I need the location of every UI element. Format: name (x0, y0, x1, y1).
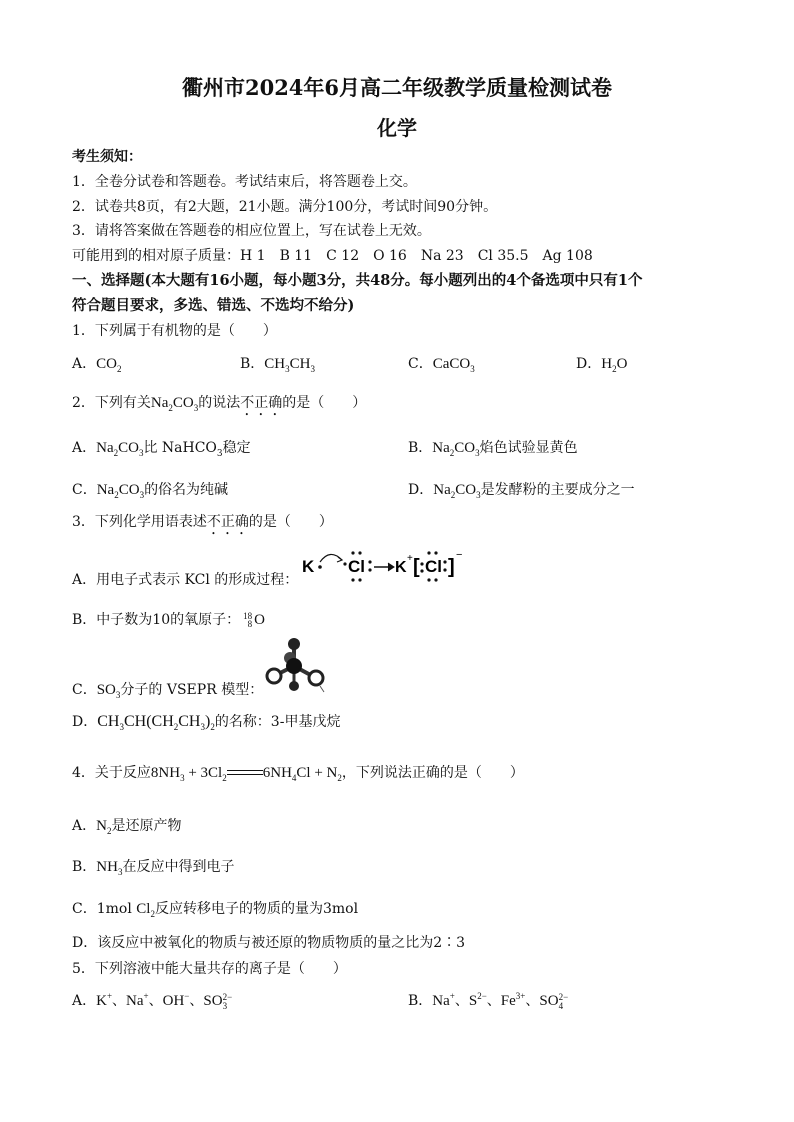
cl-ion-charge: − (456, 549, 463, 561)
right-bracket: ] (448, 556, 455, 578)
q4-option-d: D．该反应中被氧化的物质与被还原的物质物质的量之比为2∶3 (72, 935, 466, 951)
k-valence-electron (318, 565, 322, 569)
q2-option-a: A．$Na_2CO_3$比 NaHCO$_3$稳定 (72, 440, 251, 459)
kcl-electron-formation-diagram (296, 544, 472, 588)
q3-option-a: A．用电子式表示 KCl 的形成过程： (72, 572, 299, 588)
k-ion-charge: + (407, 553, 413, 564)
notice-heading: 考生须知： (72, 149, 142, 165)
so3-vsepr-model-image (260, 636, 332, 694)
cl-atom-symbol: Cl (348, 557, 365, 576)
exam-title: 衢州市2024年6月高二年级教学质量检测试卷 (181, 75, 613, 100)
q1-option-c: C．CaCO$_3$ (408, 356, 475, 374)
q2-option-c: C．$Na_2CO_3$的俗名为纯碱 (72, 482, 229, 500)
vsepr-atom-bottom (289, 681, 299, 691)
q1-option-a: A．$CO_2$ (72, 356, 122, 374)
vsepr-atom-right (309, 671, 323, 685)
vsepr-central-atom (286, 658, 302, 674)
q4-option-b: B．$NH_3$在反应中得到电子 (72, 859, 235, 877)
section-heading-line-1: 一、选择题(本大题有16小题，每小题3分，共48分。每小题列出的4个备选项中只有1个 (72, 272, 643, 289)
q3-option-c: C．$SO_3$分子的 VSEPR 模型： (72, 682, 264, 700)
q5-option-a: A．K+、Na+、OH−、SO 2− 3 (72, 991, 233, 1011)
vsepr-atom-left (267, 669, 281, 683)
q3-option-d: D．$CH_3CH(CH_2CH_3)_2$的名称：3-甲基戊烷 (72, 713, 341, 733)
section-heading-line-2: 符合题目要求，多选、错选、不选均不给分) (72, 297, 355, 314)
q1-option-d: D．$H_2O$ (576, 356, 628, 374)
q4-stem: 4．关于反应$8NH_3 + 3Cl_2$ $6NH_4Cl + N_2$，下列说法正确的是（ ） (72, 765, 524, 783)
atomic-masses: 可能用到的相对原子质量：H 1 B 11 C 12 O 16 Na 23 Cl 35.5 Ag 108 (72, 248, 593, 264)
q3-option-b: B．中子数为10的氧原子： 18 8 O (72, 611, 265, 629)
q4-option-c: C．1mol $Cl_2$反应转移电子的物质的量为3mol (72, 901, 359, 919)
q2-option-b: B．$Na_2CO_3$焰色试验显黄色 (408, 440, 578, 458)
q1-option-b: B．$CH_3CH_3$ (240, 356, 315, 374)
q3-stem: 3．下列化学用语表述不正确的是（ ） (72, 514, 333, 530)
left-bracket: [ (413, 556, 420, 578)
notice-item-3: 3．请将答案做在答题卷的相应位置上，写在试卷上无效。 (72, 223, 431, 239)
equilibrium-sign (227, 768, 263, 778)
q5-option-b: B．Na+、$S^{2-}$、$Fe^{3+}$、SO 2− 4 (408, 991, 569, 1011)
cl-ion-symbol: Cl (425, 557, 442, 576)
notice-item-2: 2．试卷共8页，有2大题，21小题。满分100分，考试时间90分钟。 (72, 199, 498, 215)
q2-option-d: D．$Na_2CO_3$是发酵粉的主要成分之一 (408, 482, 635, 500)
q5-stem: 5．下列溶液中能大量共存的离子是（ ） (72, 961, 347, 977)
q4-option-a: A．$N_2$是还原产物 (72, 818, 182, 836)
reaction-arrowhead (388, 563, 394, 571)
vsepr-atom-top (288, 638, 300, 650)
k-ion-symbol: K (395, 559, 407, 576)
arc-arrowhead (337, 557, 342, 562)
q2-stem: 2．下列有关$Na_2CO_3$的说法不正确的是（ ） (72, 395, 367, 413)
notice-item-1: 1．全卷分试卷和答题卷。考试结束后，将答题卷上交。 (72, 174, 417, 190)
k-atom-symbol: K (302, 557, 315, 576)
exam-subject: 化学 (377, 116, 417, 140)
q1-stem: 1．下列属于有机物的是（ ） (72, 323, 277, 339)
